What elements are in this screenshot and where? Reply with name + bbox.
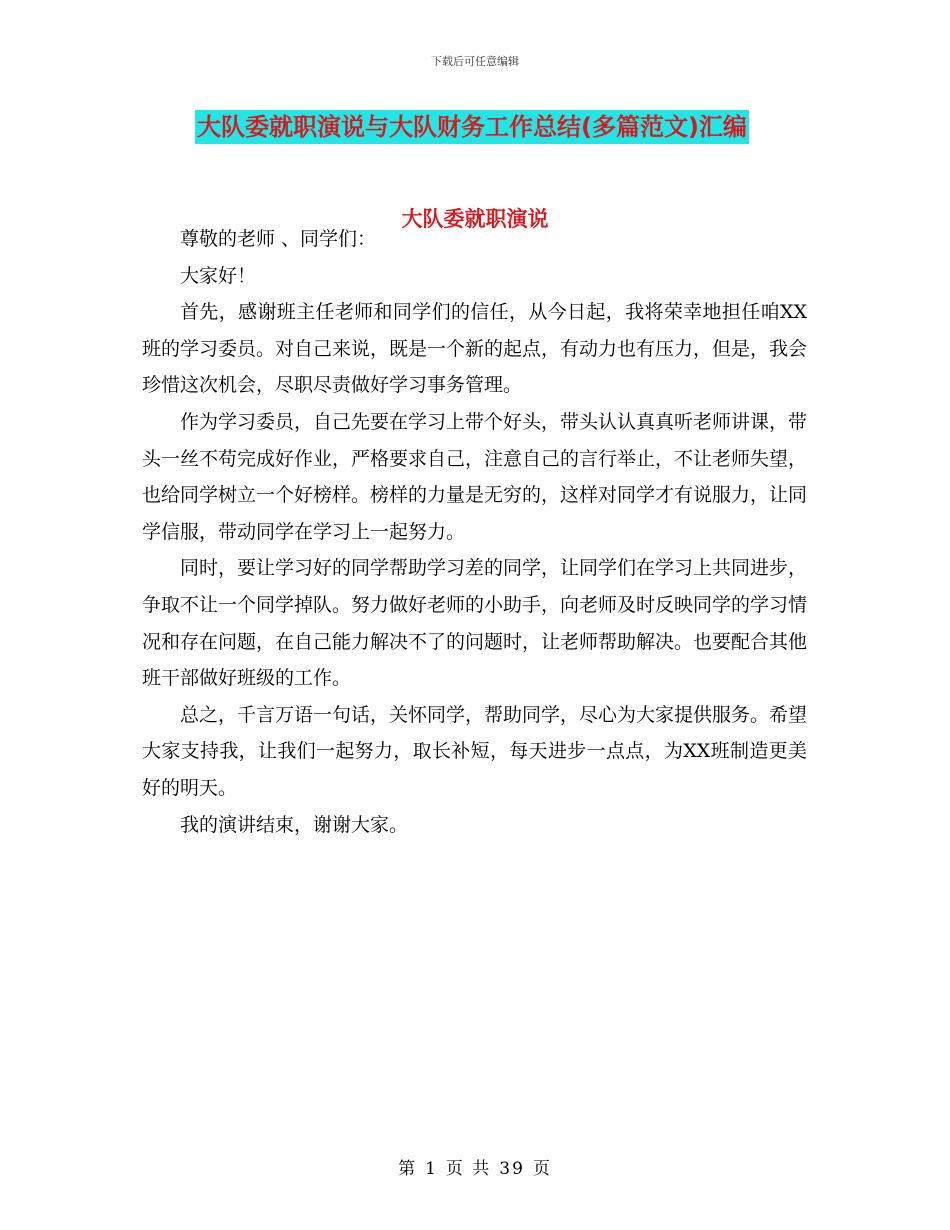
paragraph-salutation: 尊敬的老师 、同学们： — [180, 228, 377, 250]
paragraph-greeting: 大家好！ — [180, 264, 257, 287]
footer-total-pages: 39 — [499, 1159, 525, 1179]
paragraph: 同时，要让学习好的同学帮助学习差的同学，让同学们在学习上共同进步，争取不让一个同学掉队。努力做好老师的小助手，向老师及时反映同学的学习情况和存在问题，在自己能力解决不了的问题时，让老师帮助解决。也要配合其他班干部做好班级的工作。 — [142, 557, 808, 690]
footer-suffix: 页 — [532, 1159, 552, 1179]
header-note: 下载后可任意编辑 — [431, 55, 519, 68]
footer-middle: 页 共 — [445, 1159, 492, 1179]
section-title: 大队委就职演说 — [401, 207, 549, 231]
footer-page-number: 1 — [425, 1159, 438, 1179]
paragraph: 首先，感谢班主任老师和同学们的信任，从今日起，我将荣幸地担任咱XX班的学习委员。对自己来说，既是一个新的起点，有动力也有压力，但是，我会珍惜这次机会，尽职尽责做好学习事务管理。 — [142, 301, 808, 397]
paragraph: 作为学习委员，自己先要在学习上带个好头，带头认认真真听老师讲课，带头一丝不苟完成好作业，严格要求自己，注意自己的言行举止，不让老师失望，也给同学树立一个好榜样。榜样的力量是无穷的，这样对同学才有说服力，让同学信服，带动同学在学习上一起努力。 — [142, 410, 808, 543]
footer-prefix: 第 — [398, 1159, 418, 1179]
paragraph-closing: 我的演讲结束，谢谢大家。 — [180, 813, 409, 836]
paragraph: 总之，千言万语一句话，关怀同学，帮助同学，尽心为大家提供服务。希望大家支持我，让我们一起努力，取长补短，每天进步一点点，为XX班制造更美好的明天。 — [142, 703, 808, 799]
document-body — [142, 221, 807, 843]
page-footer — [0, 1154, 950, 1179]
document-main-title: 大队委就职演说与大队财务工作总结(多篇范文)汇编 — [195, 110, 749, 144]
